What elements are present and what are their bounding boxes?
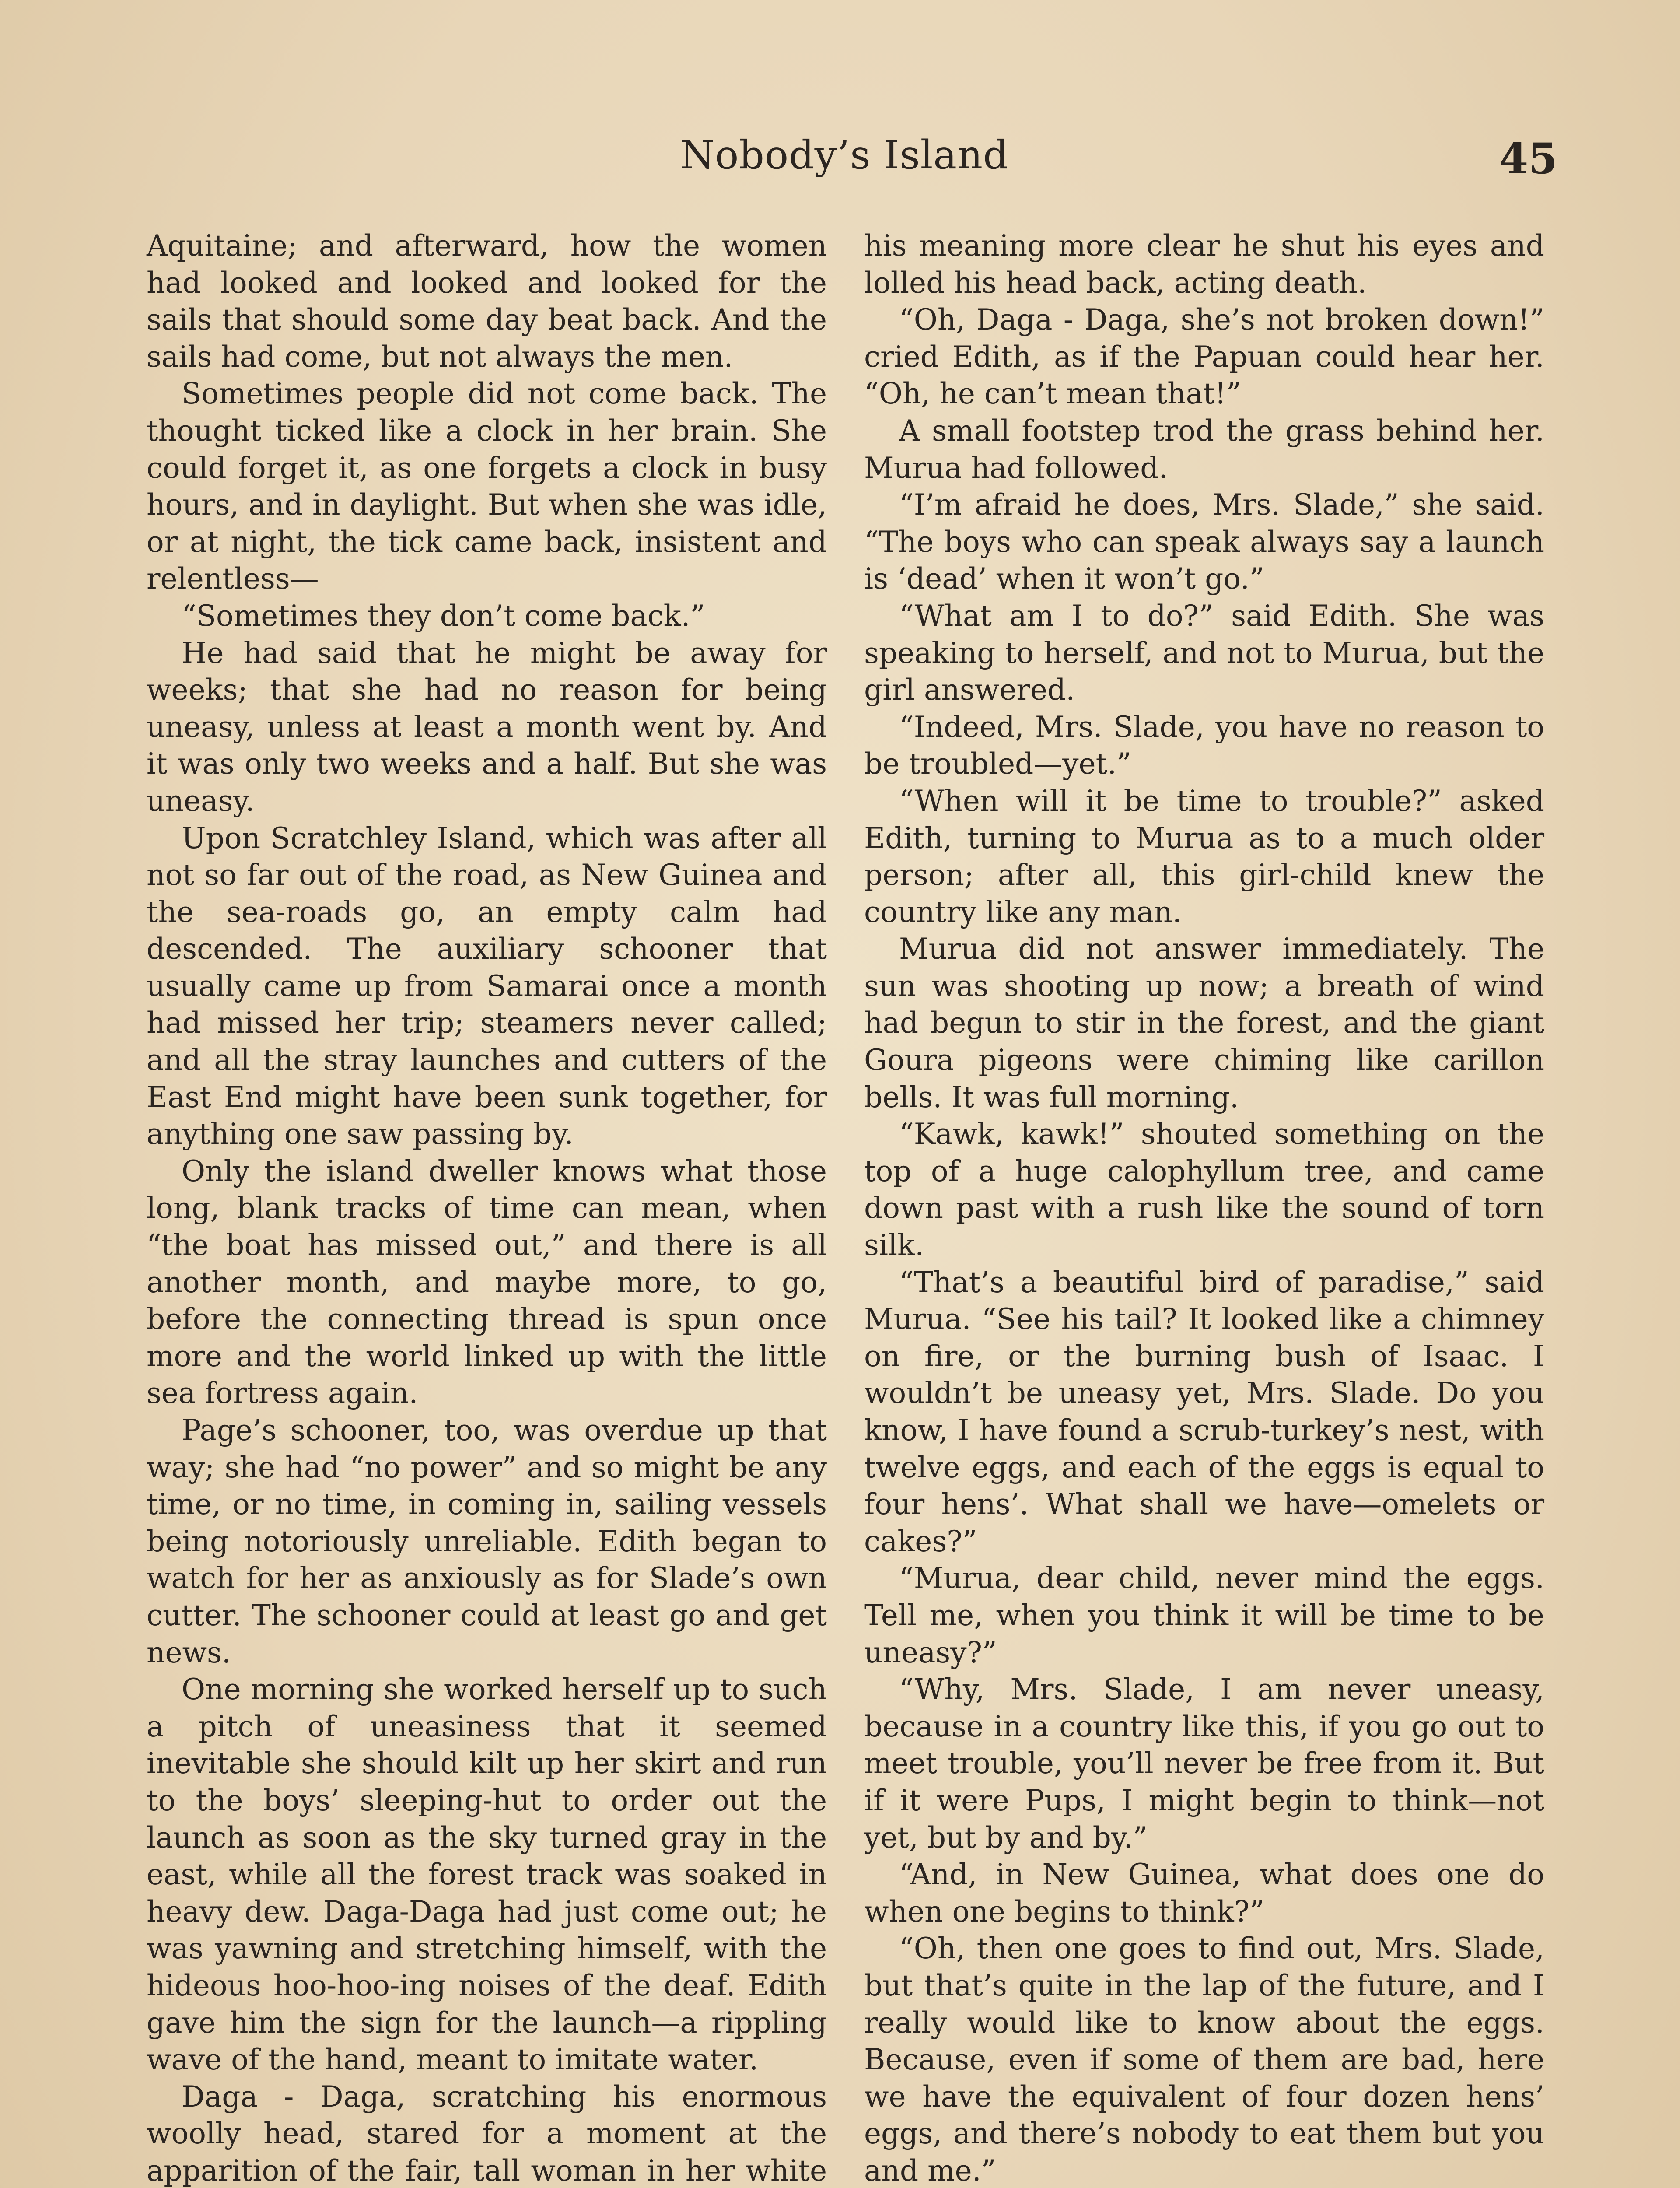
- paragraph: Daga - Daga, scratching his enormous woolly head, stared for a moment at the apparition of the fair, tall woman in her white: [147, 2079, 827, 2188]
- paragraph: Aquitaine; and afterward, how the women had looked and looked and looked for the sails that should some day beat back. And the sails had come, but not always the men.: [147, 229, 827, 374]
- paragraph: Upon Scratchley Island, which was after all not so far out of the road, as New Guinea and the sea-roads go, an empty calm had descended. The auxiliary schooner that usually came up from Samarai once a month had missed her trip; steamers never called; and all the stray launches and cutters of the East End might have been sunk together, for anything one saw passing by.: [147, 821, 827, 1151]
- paragraph: “I’m afraid he does, Mrs. Slade,” she said. “The boys who can speak always say a launch is ‘dead’ when it won’t go.”: [864, 488, 1544, 596]
- paragraph: “When will it be time to trouble?” asked Edith, turning to Murua as to a much older person; after all, this girl-child knew the country like any man.: [864, 784, 1544, 929]
- paragraph: “What am I to do?” said Edith. She was speaking to herself, and not to Murua, but the girl answered.: [864, 599, 1544, 707]
- paragraph: He had said that he might be away for weeks; that she had no reason for being uneasy, unless at least a month went by. And it was only two weeks and a half. But she was uneasy.: [147, 636, 827, 818]
- paragraph: his meaning more clear he shut his eyes and lolled his head back, acting death.: [864, 229, 1544, 300]
- paragraph: Page’s schooner, too, was overdue up that way; she had “no power” and so might be any time, or no time, in coming in, sailing vessels being notoriously unreliable. Edith began to watch for her as anxiously as for Slade’s own cutter. The schooner could at least go and get news.: [147, 1413, 827, 1669]
- paragraph: “And, in New Guinea, what does one do when one begins to think?”: [864, 1858, 1544, 1929]
- paragraph: Sometimes people did not come back. The thought ticked like a clock in her brain. She could forget it, as one forgets a clock in busy hours, and in daylight. But when she was idle, or at night, the tick came back, insistent and relentless—: [147, 377, 827, 596]
- paragraph: “Murua, dear child, never mind the eggs. Tell me, when you think it will be time to be uneasy?”: [864, 1561, 1544, 1669]
- paragraph: Only the island dweller knows what those long, blank tracks of time can mean, when “the boat has missed out,” and there is all another month, and maybe more, to go, before the connecting thread is spun once more and the world linked up with the little sea fortress again.: [147, 1154, 827, 1410]
- paragraph: “Why, Mrs. Slade, I am never uneasy, because in a country like this, if you go out to meet trouble, you’ll never be free from it. But if it were Pups, I might begin to think—not yet, but by and by.”: [864, 1673, 1544, 1855]
- running-title: Nobody’s Island: [680, 132, 1009, 178]
- page-number: 45: [1499, 134, 1558, 183]
- left-column: [147, 228, 827, 2188]
- paragraph: “Sometimes they don’t come back.”: [182, 599, 705, 633]
- paragraph: “Oh, Daga - Daga, she’s not broken down!” cried Edith, as if the Papuan could hear her. “Oh, he can’t mean that!”: [864, 303, 1544, 411]
- paragraph: Murua did not answer immediately. The sun was shooting up now; a breath of wind had begun to stir in the forest, and the giant Goura pigeons were chiming like carillon bells. It was full morning.: [864, 932, 1544, 1114]
- paragraph: One morning she worked herself up to such a pitch of uneasiness that it seemed inevitable she should kilt up her skirt and run to the boys’ sleeping-hut to order out the launch as soon as the sky turned gray in the east, while all the forest track was soaked in heavy dew. Daga-Daga had just come out; he was yawning and stretching himself, with the hideous hoo-hoo-ing noises of the deaf. Edith gave him the sign for the launch—a rippling wave of the hand, meant to imitate water.: [147, 1673, 827, 2077]
- paragraph: A small footstep trod the grass behind her. Murua had followed.: [864, 414, 1544, 485]
- paragraph: “That’s a beautiful bird of paradise,” said Murua. “See his tail? It looked like a chimney on fire, or the burning bush of Isaac. I wouldn’t be uneasy yet, Mrs. Slade. Do you know, I have found a scrub-turkey’s nest, with twelve eggs, and each of the eggs is equal to four hens’. What shall we have—omelets or cakes?”: [864, 1265, 1544, 1558]
- right-column: [864, 228, 1544, 2188]
- paragraph: “Indeed, Mrs. Slade, you have no reason to be troubled—yet.”: [864, 710, 1544, 781]
- page-header: [144, 127, 1558, 184]
- paragraph: “Oh, then one goes to find out, Mrs. Slade, but that’s quite in the lap of the future, and I really would like to know about the eggs. Because, even if some of them are bad, here we have the equivalent of four dozen hens’ eggs, and there’s nobody to eat them but you and me.”: [864, 1932, 1544, 2188]
- paragraph: “Kawk, kawk!” shouted something on the top of a huge calophyllum tree, and came down past with a rush like the sound of torn silk.: [864, 1117, 1544, 1262]
